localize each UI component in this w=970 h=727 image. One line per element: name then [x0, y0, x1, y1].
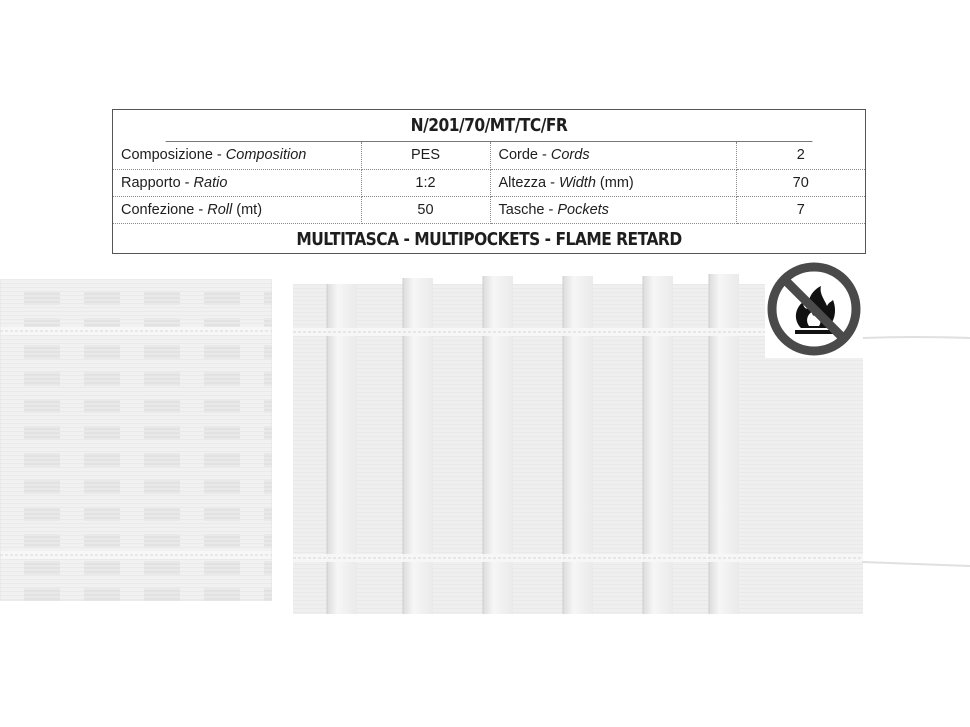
spec-row	[113, 196, 865, 223]
spec-label: Corde - Cords	[490, 142, 736, 169]
spec-value: 1:2	[361, 169, 490, 196]
product-code: N/201/70/MT/TC/FR	[166, 110, 813, 142]
spec-value: 50	[361, 196, 490, 223]
spec-label: Rapporto - Ratio	[113, 169, 361, 196]
spec-label: Tasche - Pockets	[490, 196, 736, 223]
spec-label: Composizione - Composition	[113, 142, 361, 169]
pull-cords	[862, 330, 970, 570]
spec-value: 70	[736, 169, 865, 196]
spec-label: Confezione - Roll (mt)	[113, 196, 361, 223]
spec-value: 7	[736, 196, 865, 223]
product-tagline: MULTITASCA - MULTIPOCKETS - FLAME RETARD	[296, 228, 682, 250]
spec-value: PES	[361, 142, 490, 169]
no-flame-icon	[765, 262, 863, 358]
spec-table	[113, 142, 865, 224]
spec-row	[113, 169, 865, 196]
spec-label: Altezza - Width (mm)	[490, 169, 736, 196]
spec-card	[112, 109, 866, 254]
tape-flat-photo	[0, 279, 272, 601]
spec-value: 2	[736, 142, 865, 169]
spec-row	[113, 142, 865, 169]
